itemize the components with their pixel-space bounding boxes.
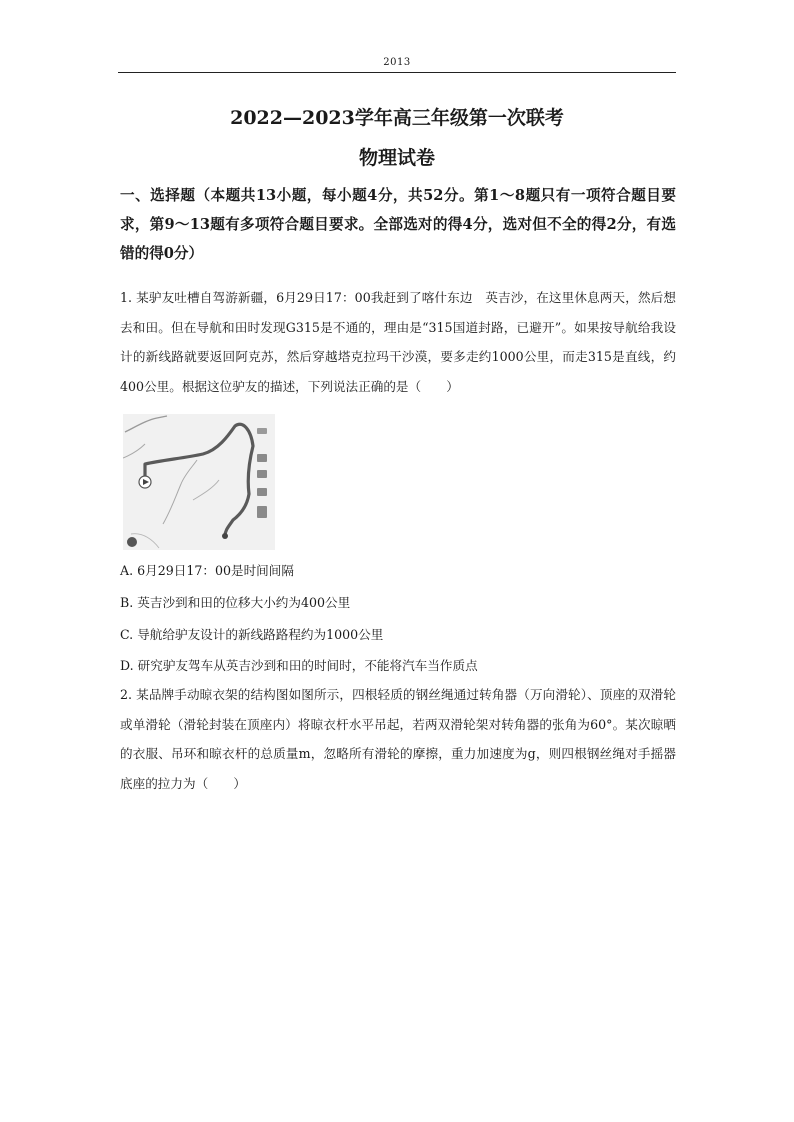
question-1-stem: 1. 某驴友吐槽自驾游新疆，6月29日17：00我赶到了喀什东边 英吉沙，在这里休息两天，然后想去和田。但在导航和田时发现G315是不通的，理由是“315国道封路，已避开”。如果按导航给我设计的新线路就要返回阿克苏，然后穿越塔克拉玛干沙漠，要多走约1000公里，而走315是直线，约400公里。根据这位驴友的描述，下列说法正确的是（ ） <box>120 290 676 394</box>
route-map-image <box>123 414 275 550</box>
question-2-stem: 2. 某品牌手动晾衣架的结构图如图所示，四根轻质的钢丝绳通过转角器（万向滑轮）、顶座的双滑轮或单滑轮（滑轮封装在顶座内）将晾衣杆水平吊起，若两双滑轮架对转角器的张角为60°。某次晾晒的衣服、吊环和晾衣杆的总质量m，忽略所有滑轮的摩擦，重力加速度为g，则四根钢丝绳对手摇器底座的拉力为（ ） <box>120 687 676 791</box>
header-divider <box>118 72 676 73</box>
section-heading: 一、选择题（本题共13小题，每小题4分，共52分。第1～8题只有一项符合题目要求，第9～13题有多项符合题目要求。全部选对的得4分，选对但不全的得2分，有选错的得0分） <box>120 187 676 262</box>
question-1-option-c: C. 导航给驴友设计的新线路路程约为1000公里 <box>120 627 384 642</box>
question-1-option-b: B. 英吉沙到和田的位移大小约为400公里 <box>120 595 351 610</box>
question-1-option-a: A. 6月29日17：00是时间间隔 <box>120 563 294 578</box>
page-header-number: 2013 <box>383 57 411 68</box>
question-1-option-d: D. 研究驴友驾车从英吉沙到和田的时间时，不能将汽车当作质点 <box>120 658 478 673</box>
exam-subject-title: 物理试卷 <box>358 147 435 169</box>
exam-title: 2022—2023学年高三年级第一次联考 <box>230 107 564 129</box>
